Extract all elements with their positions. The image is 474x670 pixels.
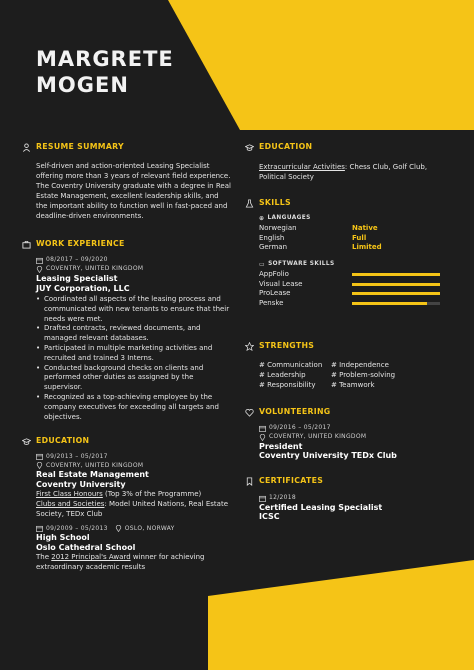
skills-section [245, 197, 450, 308]
job-location: COVENTRY, UNITED KINGDOM [36, 265, 232, 274]
section-title: EDUCATION [36, 436, 90, 446]
degree-name: Real Estate Management [36, 470, 149, 480]
skill-bar [352, 273, 440, 276]
list-item: # Responsibility [259, 380, 316, 389]
bookmark-icon [245, 477, 254, 486]
language-row: German Limited [259, 243, 382, 252]
monitor-icon: ▭ [259, 260, 266, 268]
calendar-icon [259, 495, 266, 502]
list-item: • Coordinated all aspects of the leasing process and communicated with new tenants to ensure that their needs were met. [36, 295, 232, 324]
section-title: CERTIFICATES [259, 476, 324, 486]
heart-icon [245, 408, 254, 417]
list-item: • Conducted background checks on clients and performed other duties as assigned by the supervisor. [36, 364, 232, 393]
education-dates: 09/2009 – 05/2013 OSLO, NORWAY [36, 524, 232, 533]
work-experience-section [22, 238, 232, 422]
calendar-icon [36, 257, 43, 264]
award-link[interactable]: 2012 Principal's Award [51, 553, 131, 562]
calendar-icon [259, 425, 266, 432]
education-detail: The 2012 Principal's Award winner for achieving extraordinary academic results [36, 553, 205, 572]
software-row: AppFolio [259, 270, 450, 280]
software-row: ProLease [259, 289, 450, 299]
education-item [36, 452, 232, 519]
education-item [36, 524, 232, 572]
volunteer-org: Coventry University TEDx Club [259, 451, 397, 461]
extracurricular-link[interactable]: Extracurricular Activities [259, 163, 345, 171]
resume-summary-section [22, 141, 232, 221]
location-pin-icon [115, 525, 122, 532]
certificates-section [245, 476, 450, 522]
certificate-issuer: ICSC [259, 512, 280, 522]
list-item: # Problem-solving [331, 371, 396, 380]
certificate-name: Certified Leasing Specialist [259, 502, 383, 512]
right-column [245, 141, 450, 522]
education-detail: First Class Honours (Top 3% of the Programme) [36, 490, 202, 499]
section-title: VOLUNTEERING [259, 407, 331, 417]
graduation-cap-icon [22, 437, 31, 446]
section-title: WORK EXPERIENCE [36, 238, 125, 248]
software-subheading: ▭ SOFTWARE SKILLS [259, 260, 335, 268]
volunteering-dates: 09/2016 – 05/2017 [259, 424, 450, 433]
section-title: EDUCATION [259, 141, 313, 151]
strengths-list [259, 361, 450, 390]
extracurricular-text: Extracurricular Activities: Chess Club, Golf Club, Political Society [259, 163, 428, 181]
translate-icon: ⊕ [259, 215, 265, 222]
briefcase-icon [22, 240, 31, 249]
candidate-name: MARGRETE MOGEN [36, 47, 174, 97]
summary-text: Self-driven and action-oriented Leasing Specialist offering more than 3 years of relevant field experience. The Coventry University graduate with a degree in Real Estate Management, excellent leadership skills, and the important ability to function well in fast-paced and deadline-driven environments. [36, 162, 231, 220]
job-dates: 08/2017 – 09/2020 [36, 256, 232, 265]
graduation-cap-icon [245, 143, 254, 152]
list-item: # Leadership [259, 371, 306, 380]
list-item: • Participated in multiple marketing activities and recruited and trained 3 Interns. [36, 344, 232, 364]
volunteer-role: President [259, 441, 303, 451]
list-item: # Independence [331, 361, 389, 370]
flask-icon [245, 199, 254, 208]
language-row: English Full [259, 233, 367, 242]
clubs-link[interactable]: Clubs and Societies [36, 500, 105, 509]
list-item: # Communication [259, 361, 323, 370]
list-item: # Teamwork [331, 380, 375, 389]
education-location: COVENTRY, UNITED KINGDOM [36, 461, 232, 470]
section-title: SKILLS [259, 197, 291, 207]
education-section-left [22, 435, 232, 572]
strengths-section [245, 340, 450, 390]
skill-bar [352, 292, 440, 295]
school-name: Oslo Cathedral School [36, 542, 136, 552]
languages-subheading: ⊕ LANGUAGES [259, 215, 311, 222]
company-name: JUY Corporation, LLC [36, 283, 130, 293]
software-row: Visual Lease [259, 280, 450, 290]
star-icon [245, 342, 254, 351]
volunteering-location: COVENTRY, UNITED KINGDOM [259, 433, 450, 442]
section-title: RESUME SUMMARY [36, 141, 124, 151]
education-section-right [245, 141, 450, 182]
job-title: Leasing Specialist [36, 274, 118, 283]
language-row: Norwegian Native [259, 224, 378, 233]
person-icon [22, 143, 31, 152]
education-dates: 09/2013 – 05/2017 [36, 452, 232, 461]
honours-link[interactable]: First Class Honours [36, 490, 103, 499]
software-row: Penske [259, 299, 450, 309]
degree-name: High School [36, 533, 90, 543]
skill-bar [352, 302, 440, 305]
calendar-icon [36, 453, 43, 460]
left-column [22, 141, 232, 572]
location-pin-icon [259, 434, 266, 441]
section-title: STRENGTHS [259, 341, 315, 351]
volunteering-section [245, 407, 450, 461]
location-pin-icon [36, 462, 43, 469]
list-item: • Recognized as a top-achieving employee by the company executives for exceeding all targets and objectives. [36, 393, 232, 422]
skill-bar [352, 283, 440, 286]
calendar-icon [36, 525, 43, 532]
location-pin-icon [36, 266, 43, 273]
job-bullets [36, 295, 232, 422]
certificate-date: 12/2018 [259, 494, 450, 503]
list-item: • Drafted contracts, reviewed documents, and managed relevant databases. [36, 324, 232, 344]
school-name: Coventry University [36, 479, 126, 489]
education-detail: Clubs and Societies: Model United Nations, Real Estate Society, TEDx Club [36, 500, 229, 519]
